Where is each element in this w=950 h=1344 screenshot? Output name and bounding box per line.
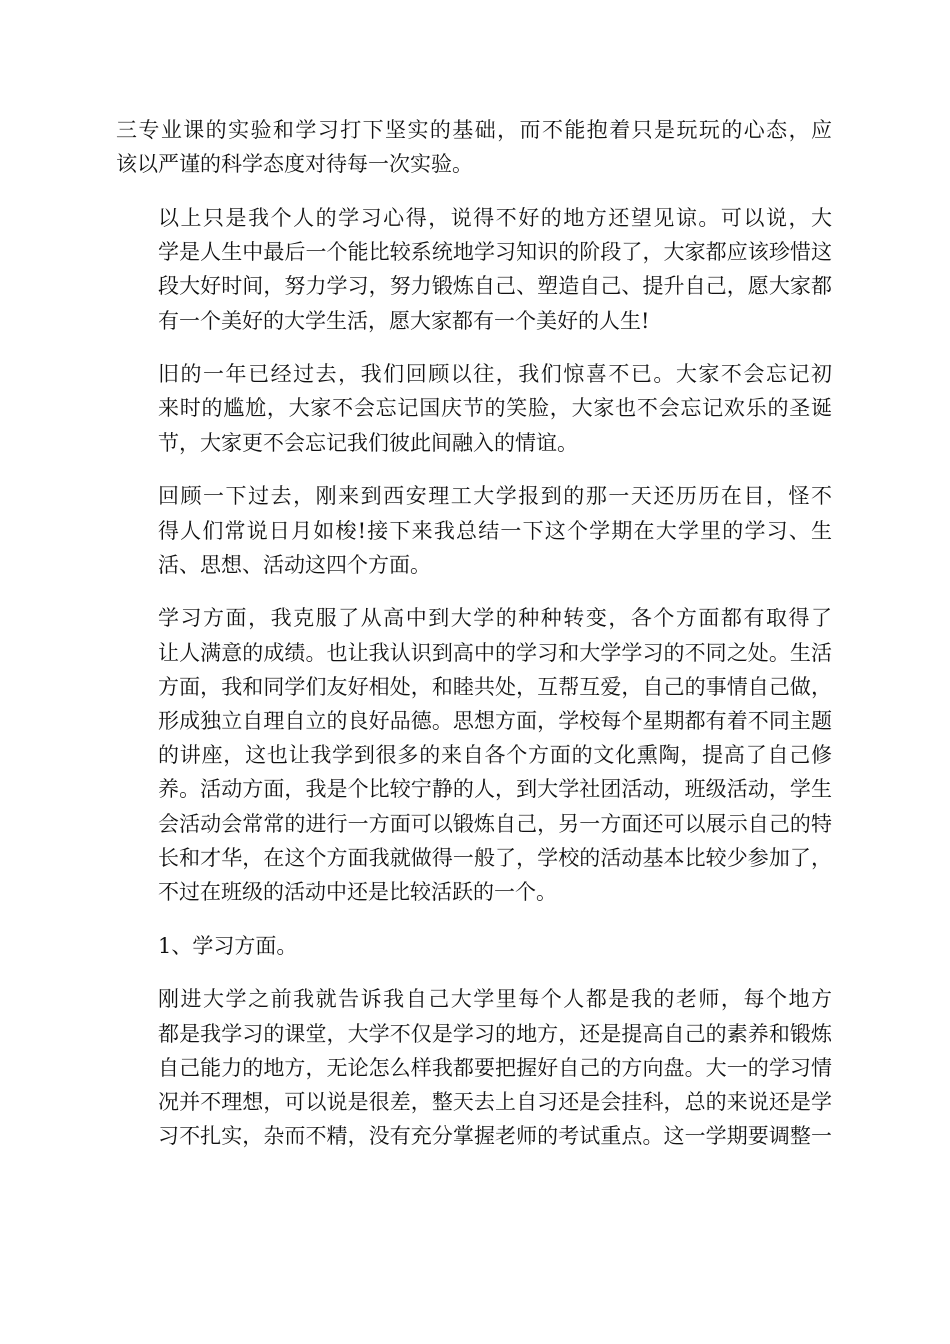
text-line: 形成独立自理自立的良好品德。思想方面，学校每个星期都有着不同主题 <box>158 709 832 734</box>
paragraph-5 <box>116 601 832 909</box>
paragraph-7 <box>116 982 832 1153</box>
text-line: 该以严谨的科学态度对待每一次实验。 <box>116 152 473 177</box>
text-line: 三专业课的实验和学习打下坚实的基础，而不能抱着只是玩玩的心态，应 <box>116 118 832 142</box>
text-line: 都是我学习的课堂，大学不仅是学习的地方，还是提高自己的素养和锻炼 <box>158 1021 832 1046</box>
text-line: 旧的一年已经过去，我们回顾以往，我们惊喜不已。大家不会忘记初 <box>158 362 832 387</box>
text-line: 让人满意的成绩。也让我认识到高中的学习和大学学习的不同之处。生活 <box>158 640 832 665</box>
text-line: 段大好时间，努力学习，努力锻炼自己、塑造自己、提升自己，愿大家都 <box>158 274 832 299</box>
text-line: 况并不理想，可以说是很差，整天去上自习还是会挂科，总的来说还是学 <box>158 1090 832 1115</box>
text-line: 得人们常说日月如梭!接下来我总结一下这个学期在大学里的学习、生 <box>158 518 832 543</box>
text-line: 习不扎实，杂而不精，没有充分掌握老师的考试重点。这一学期要调整一 <box>158 1124 832 1149</box>
text-line: 以上只是我个人的学习心得，说得不好的地方还望见谅。可以说，大 <box>158 205 832 230</box>
text-line: 长和才华，在这个方面我就做得一般了，学校的活动基本比较少参加了， <box>158 845 832 870</box>
paragraph-4 <box>116 479 832 582</box>
text-line: 回顾一下过去，刚来到西安理工大学报到的那一天还历历在目，怪不 <box>158 484 832 509</box>
text-line: 自己能力的地方，无论怎么样我都要把握好自己的方向盘。大一的学习情 <box>158 1055 832 1080</box>
text-line: 方面，我和同学们友好相处，和睦共处，互帮互爱，自己的事情自己做， <box>158 674 832 699</box>
paragraph-3 <box>116 357 832 460</box>
text-line: 来时的尴尬，大家不会忘记国庆节的笑脸，大家也不会忘记欢乐的圣诞 <box>158 396 832 421</box>
text-line: 学习方面，我克服了从高中到大学的种种转变，各个方面都有取得了 <box>158 606 832 631</box>
paragraph-6 <box>116 929 832 963</box>
text-line: 活、思想、活动这四个方面。 <box>158 552 431 577</box>
text-line: 会活动会常常的进行一方面可以锻炼自己，另一方面还可以展示自己的特 <box>158 811 832 836</box>
text-line: 的讲座，这也让我学到很多的来自各个方面的文化熏陶，提高了自己修 <box>158 743 832 768</box>
text-line: 学是人生中最后一个能比较系统地学习知识的阶段了，大家都应该珍惜这 <box>158 240 832 265</box>
paragraph-1 <box>116 113 832 181</box>
text-line: 刚进大学之前我就告诉我自己大学里每个人都是我的老师，每个地方 <box>158 987 832 1012</box>
text-line: 有一个美好的大学生活，愿大家都有一个美好的人生! <box>158 308 650 333</box>
document-page <box>116 113 832 1173</box>
text-line: 1、学习方面。 <box>158 933 298 958</box>
paragraph-2 <box>116 201 832 338</box>
text-line: 节，大家更不会忘记我们彼此间融入的情谊。 <box>158 430 578 455</box>
text-line: 不过在班级的活动中还是比较活跃的一个。 <box>158 880 557 905</box>
text-line: 养。活动方面，我是个比较宁静的人，到大学社团活动，班级活动，学生 <box>158 777 832 802</box>
